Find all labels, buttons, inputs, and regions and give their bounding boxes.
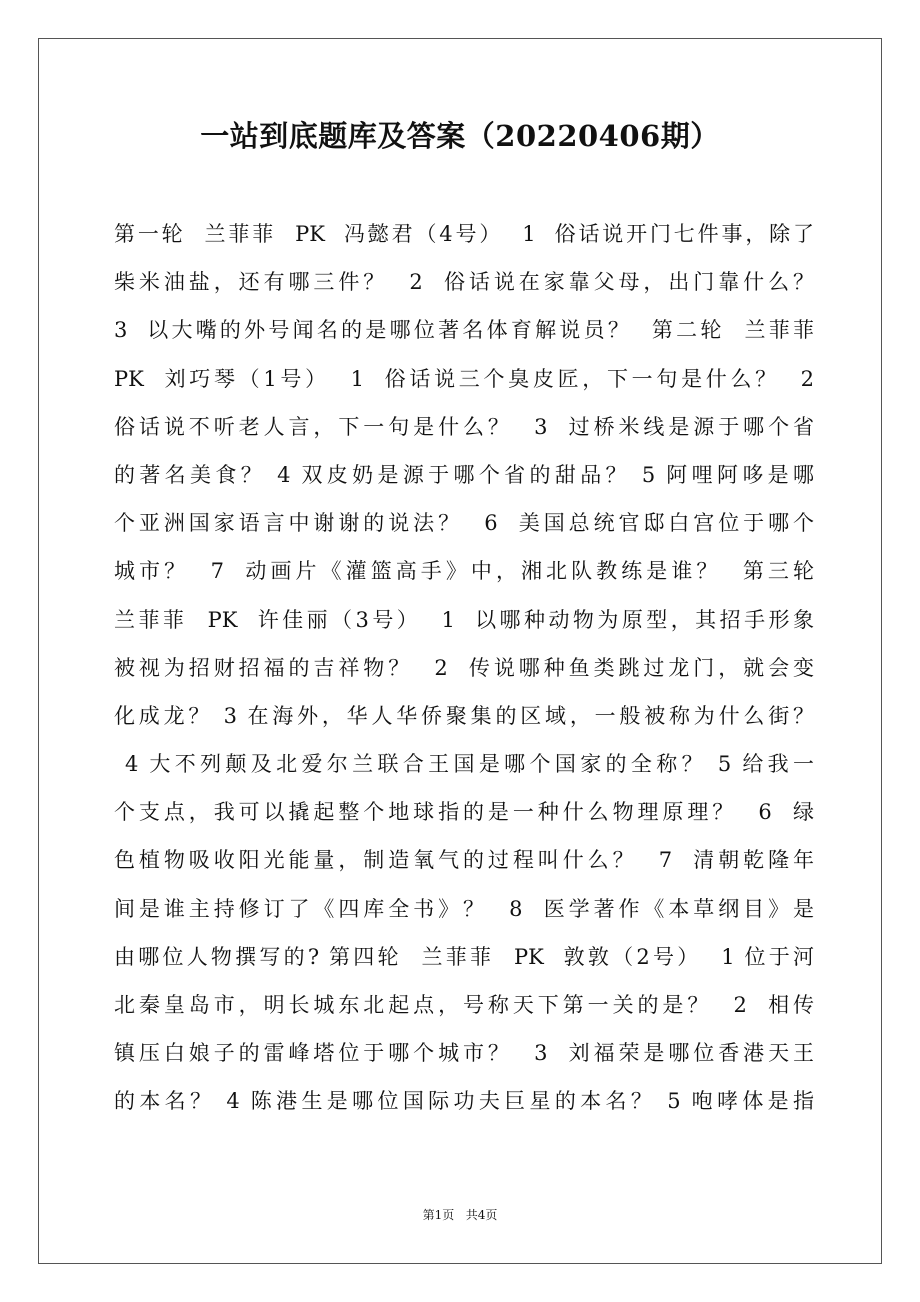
body-line: 的著名美食？ 4 双皮奶是源于哪个省的甜品？ 5 阿哩阿哆是哪 xyxy=(114,462,814,487)
body-line: 俗话说不听老人言，下一句是什么？ 3 过桥米线是源于哪个省 xyxy=(114,414,814,439)
body-line: 色植物吸收阳光能量，制造氧气的过程叫什么？ 7 清朝乾隆年 xyxy=(114,848,814,873)
body-line: 北秦皇岛市，明长城东北起点，号称天下第一关的是？ 2 相传 xyxy=(114,993,814,1017)
body-line: 城市？ 7 动画片《灌篮高手》中，湘北队教练是谁？ 第三轮 xyxy=(114,559,814,584)
body-line: 由哪位人物撰写的? 第四轮 兰菲菲 PK 敦敦（2号） 1 位于河 xyxy=(114,944,814,969)
body-line: 的本名？ 4 陈港生是哪位国际功夫巨星的本名？ 5 咆哮体是指 xyxy=(114,1089,814,1114)
body-line: 镇压白娘子的雷峰塔位于哪个城市？ 3 刘福荣是哪位香港天王 xyxy=(114,1041,814,1066)
page-title: 一站到底题库及答案（20220406期） xyxy=(200,119,720,153)
body-line: 4 大不列颠及北爱尔兰联合王国是哪个国家的全称？ 5 给我一 xyxy=(114,752,814,777)
body-line: 兰菲菲 PK 许佳丽（3号） 1 以哪种动物为原型，其招手形象 xyxy=(114,607,814,632)
body-line: 个亚洲国家语言中谢谢的说法？ 6 美国总统官邸白宫位于哪个 xyxy=(114,511,814,536)
body-line: 第一轮 兰菲菲 PK 冯懿君（4号） 1 俗话说开门七件事，除了 xyxy=(114,222,814,246)
body-line: 个支点，我可以撬起整个地球指的是一种什么物理原理？ 6 绿 xyxy=(114,800,814,825)
body-line: PK 刘巧琴（1号） 1 俗话说三个臭皮匠，下一句是什么？ 2 xyxy=(114,366,814,391)
body-line: 间是谁主持修订了《四库全书》？ 8 医学著作《本草纲目》是 xyxy=(114,896,814,921)
body-line: 3 以大嘴的外号闻名的是哪位著名体育解说员？ 第二轮 兰菲菲 xyxy=(114,318,814,343)
body-line: 化成龙？ 3 在海外，华人华侨聚集的区域，一般被称为什么街？ xyxy=(114,703,814,728)
page-footer: 第1页 共4页 xyxy=(422,1208,498,1222)
body-line: 被视为招财招福的吉祥物？ 2 传说哪种鱼类跳过龙门，就会变 xyxy=(114,655,814,680)
body-line: 柴米油盐，还有哪三件？ 2 俗话说在家靠父母，出门靠什么？ xyxy=(114,270,814,295)
body-text xyxy=(114,210,814,1126)
